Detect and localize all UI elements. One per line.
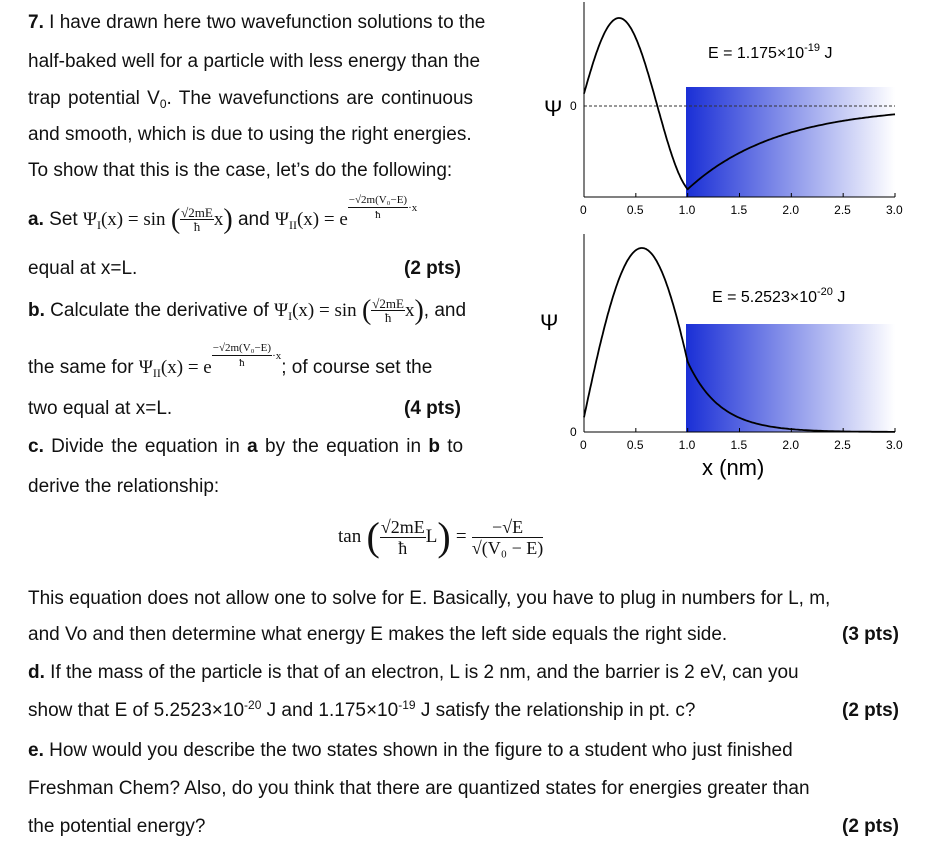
wavefunction-chart-top bbox=[540, 0, 920, 225]
part-e-line-3: the potential energy? bbox=[28, 816, 206, 837]
part-a-points: (2 pts) bbox=[404, 258, 461, 279]
intro-line-4: and smooth, which is due to using the right energies. bbox=[28, 124, 472, 145]
part-c-line-2: derive the relationship: bbox=[28, 476, 220, 497]
intro-line-2: half-baked well for a particle with less energy than the bbox=[28, 51, 481, 72]
y-axis-label-top: Ψ bbox=[544, 96, 563, 121]
barrier-region-bottom bbox=[686, 324, 895, 432]
energy-label-bottom: $E = 5.2523\times 10^{-20}$ J bbox=[712, 286, 846, 306]
x-tick-label: 0 bbox=[580, 438, 587, 452]
x-tick-label: 3.0 bbox=[886, 203, 903, 217]
x-tick-label: 2.0 bbox=[782, 203, 800, 217]
x-tick-label: 1.0 bbox=[678, 203, 696, 217]
x-tick-label: 1.5 bbox=[730, 438, 748, 452]
relationship-equation: tan ( $\frac{√2mE}{ħ}$ L) = $\frac{-√E}{\text{√(V₀ − E)}}$ bbox=[338, 514, 544, 559]
part-b-line-1: b. Calculate the derivative of $\Psi_I(x) = \sin$ ( $\frac{√2mE}{ħ}$ x), and bbox=[28, 295, 467, 326]
part-d-line-1: d. If the mass of the particle is that of an electron, L is 2 nm, and the barrier is 2 eV, can you bbox=[28, 662, 799, 683]
part-c-line-1: c. Divide the equation in a by the equation in b to bbox=[28, 436, 464, 457]
energy-label-top: $E = 1.175\times 10^{-19}$ J bbox=[708, 42, 833, 62]
part-b-line-2: the same for $\Psi_{II}(x) = e$ $\frac{\text{−√2m(V₀−E)}}{ħ}$ ·x; of course set the bbox=[28, 342, 433, 380]
y-axis-label-bottom: Ψ bbox=[540, 310, 559, 335]
intro-line-1: 7. I have drawn here two wavefunction solutions to the bbox=[28, 12, 486, 33]
after-c-line-2: and Vo and then determine what energy E makes the left side equals the right side. bbox=[28, 624, 728, 645]
x-tick-label: 0.5 bbox=[626, 438, 644, 452]
part-d-points: (2 pts) bbox=[842, 700, 899, 721]
y-tick-zero-top: 0 bbox=[570, 99, 577, 113]
part-d-line-2: show that E of $5.2523\times 10^{-20}$ J and $1.175\times 10^{-19}$ J satisfy the relationship in pt. c? bbox=[28, 698, 696, 721]
part-e-line-1: e. How would you describe the two states shown in the figure to a student who just finished bbox=[28, 740, 793, 761]
part-b-points: (4 pts) bbox=[404, 398, 461, 419]
part-e-line-2: Freshman Chem? Also, do you think that there are quantized states for energies greater than bbox=[28, 778, 810, 799]
y-tick-zero-bottom: 0 bbox=[570, 425, 577, 439]
part-b-line-3: two equal at x=L. bbox=[28, 398, 173, 419]
x-tick-label: 2.0 bbox=[782, 438, 800, 452]
x-tick-label: 0 bbox=[580, 203, 587, 217]
part-a-equation-line: a. Set $\Psi_I(x) = \sin$ ( $\frac{√2mE}{ħ}$ x) and $\Psi_{II}(x) = e$ $\frac{\text{−√2m(V₀−E)}}{ħ}$ ·x bbox=[28, 194, 418, 235]
after-c-line-1: This equation does not allow one to solve for E. Basically, you have to plug in numbers for L, m, bbox=[28, 588, 831, 609]
intro-line-3: trap potential $V_0$. The wavefunctions are continuous bbox=[28, 88, 474, 111]
x-tick-label: 2.5 bbox=[834, 438, 851, 452]
x-tick-label: 1.0 bbox=[678, 438, 696, 452]
x-tick-label: 2.5 bbox=[834, 203, 851, 217]
barrier-region-top bbox=[686, 87, 895, 197]
x-tick-label: 3.0 bbox=[886, 438, 903, 452]
x-tick-label: 1.5 bbox=[730, 203, 748, 217]
part-e-points: (2 pts) bbox=[842, 816, 899, 837]
wavefunction-chart-bottom bbox=[540, 230, 920, 480]
x-axis-title: x (nm) bbox=[702, 455, 765, 480]
problem-number: 7. bbox=[28, 12, 44, 33]
part-a-line-2: equal at x=L. bbox=[28, 258, 138, 279]
after-c-points: (3 pts) bbox=[842, 624, 899, 645]
x-tick-label: 0.5 bbox=[626, 203, 644, 217]
intro-line-5: To show that this is the case, let’s do the following: bbox=[28, 160, 453, 181]
